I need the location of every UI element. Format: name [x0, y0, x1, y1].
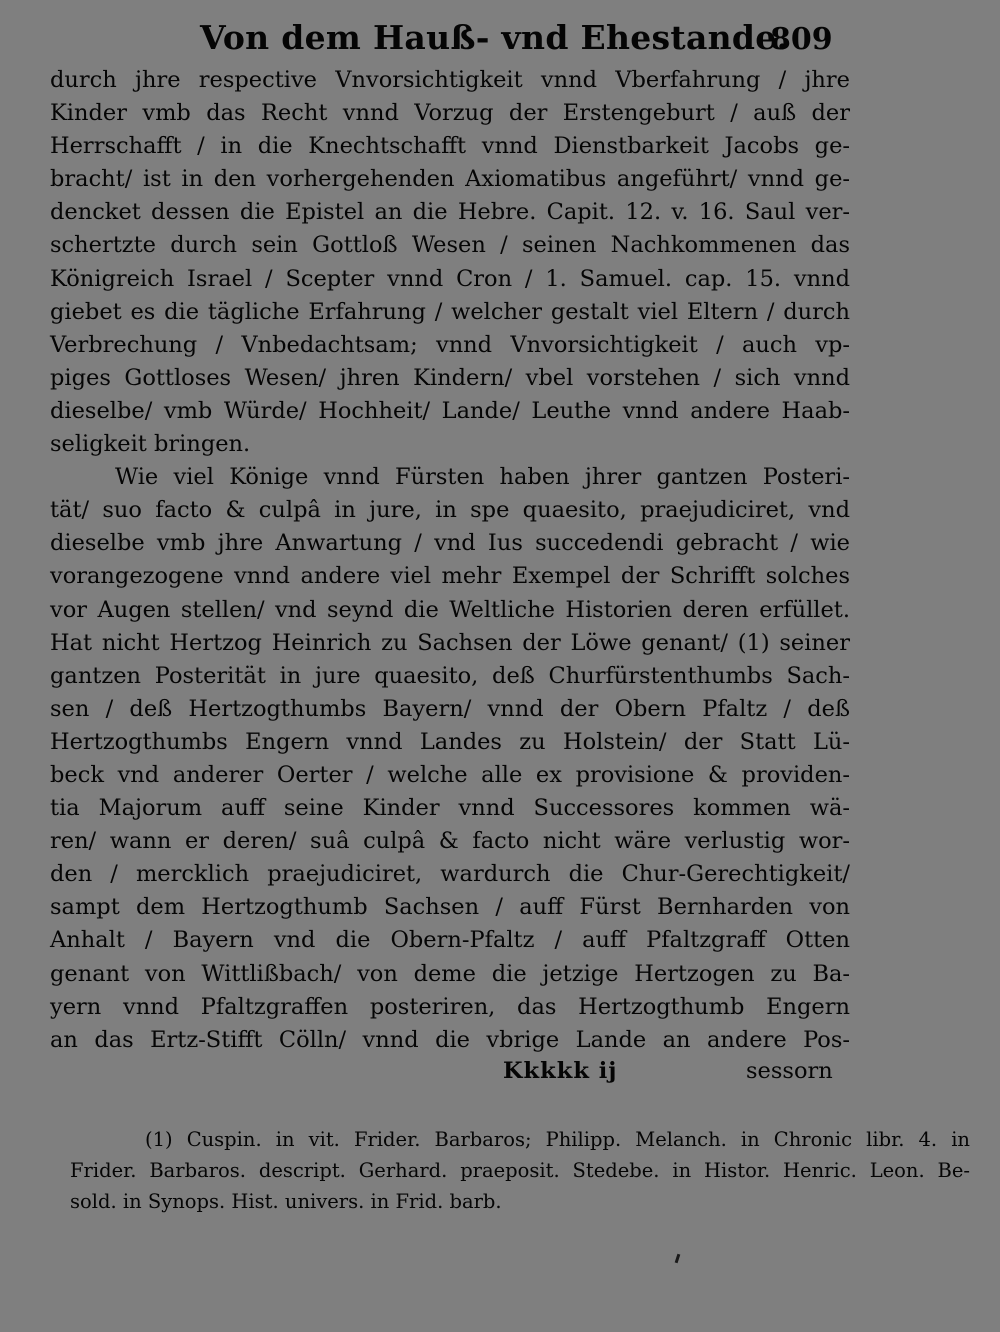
- text-line: an das Ertz-Stifft Cölln/ vnnd die vbrige Lande an andere Pos-: [50, 1026, 850, 1053]
- text-line: Wie viel Könige vnnd Fürsten haben jhrer gantzen Posteri-: [115, 464, 850, 491]
- running-title: Von dem Hauß- vnd Ehestande.: [200, 18, 789, 57]
- text-line: bracht/ ist in den vorhergehenden Axiomatibus angeführt/ vnnd ge-: [50, 166, 850, 193]
- text-line: sen / deß Hertzogthumbs Bayern/ vnnd der Obern Pfaltz / deß: [50, 695, 850, 722]
- text-line: Hat nicht Hertzog Heinrich zu Sachsen der Löwe genant/ (1) seiner: [50, 629, 850, 656]
- text-line: dieselbe vmb jhre Anwartung / vnd Ius succedendi gebracht / wie: [50, 530, 850, 557]
- text-line: Herrschafft / in die Knechtschafft vnnd Dienstbarkeit Jacobs ge-: [50, 133, 850, 160]
- text-line: Königreich Israel / Scepter vnnd Cron / 1. Samuel. cap. 15. vnnd: [50, 265, 850, 292]
- text-line: tia Majorum auff seine Kinder vnnd Successores kommen wä-: [50, 795, 850, 822]
- text-line: beck vnd anderer Oerter / welche alle ex provisione & providen-: [50, 761, 850, 788]
- text-line: vorangezogene vnnd andere viel mehr Exempel der Schrifft solches: [50, 563, 850, 590]
- text-line: Kinder vmb das Recht vnnd Vorzug der Erstengeburt / auß der: [50, 100, 850, 127]
- main-text: [50, 64, 850, 1057]
- ink-speck: [675, 1254, 681, 1263]
- text-line: den / mercklich praejudiciret, wardurch die Chur-Gerechtigkeit/: [50, 861, 850, 888]
- page-foot-marks: [0, 1054, 1000, 1088]
- text-line: gantzen Posterität in jure quaesito, deß Churfürstenthumbs Sach-: [50, 662, 850, 689]
- text-line: giebet es die tägliche Erfahrung / welcher gestalt viel Eltern / durch: [50, 298, 850, 325]
- page-header: [0, 14, 1000, 64]
- text-line: genant von Wittlißbach/ von deme die jetzige Hertzogen zu Ba-: [50, 960, 850, 987]
- text-line: Hertzogthumbs Engern vnnd Landes zu Holstein/ der Statt Lü-: [50, 728, 850, 755]
- text-line: yern vnnd Pfaltzgraffen posteriren, das Hertzogthumb Engern: [50, 993, 850, 1020]
- text-line: Verbrechung / Vnbedachtsam; vnnd Vnvorsichtigkeit / auch vp-: [50, 331, 850, 358]
- text-line: tät/ suo facto & culpâ in jure, in spe quaesito, praejudiciret, vnd: [50, 497, 850, 524]
- text-line: ren/ wann er deren/ suâ culpâ & facto nicht wäre verlustig wor-: [50, 828, 850, 855]
- text-line: schertzte durch sein Gottloß Wesen / seinen Nachkommenen das: [50, 232, 850, 259]
- text-line: dieselbe/ vmb Würde/ Hochheit/ Lande/ Leuthe vnnd andere Haab-: [50, 397, 850, 424]
- signature-mark: Kkkkk ij: [503, 1058, 618, 1084]
- text-line: durch jhre respective Vnvorsichtigkeit vnnd Vberfahrung / jhre: [50, 67, 850, 93]
- catchword: sessorn: [746, 1058, 833, 1084]
- page-number: 809: [770, 22, 833, 57]
- text-line: piges Gottloses Wesen/ jhren Kindern/ vbel vorstehen / sich vnnd: [50, 364, 850, 391]
- text-line: sampt dem Hertzogthumb Sachsen / auff Fürst Bernharden von: [50, 894, 850, 921]
- footnotes: [70, 1124, 970, 1217]
- footnote-line: (1) Cuspin. in vit. Frider. Barbaros; Philipp. Melanch. in Chronic libr. 4. in: [145, 1128, 970, 1151]
- text-line: vor Augen stellen/ vnd seynd die Weltliche Historien deren erfüllet.: [50, 596, 850, 623]
- text-line: seligkeit bringen.: [50, 431, 251, 458]
- footnote-line: sold. in Synops. Hist. univers. in Frid. barb.: [70, 1190, 502, 1213]
- footnote-line: Frider. Barbaros. descript. Gerhard. praeposit. Stedebe. in Histor. Henric. Leon. Be-: [70, 1159, 970, 1182]
- text-line: Anhalt / Bayern vnd die Obern-Pfaltz / auff Pfaltzgraff Otten: [50, 927, 850, 954]
- text-line: dencket dessen die Epistel an die Hebre. Capit. 12. v. 16. Saul ver-: [50, 199, 850, 226]
